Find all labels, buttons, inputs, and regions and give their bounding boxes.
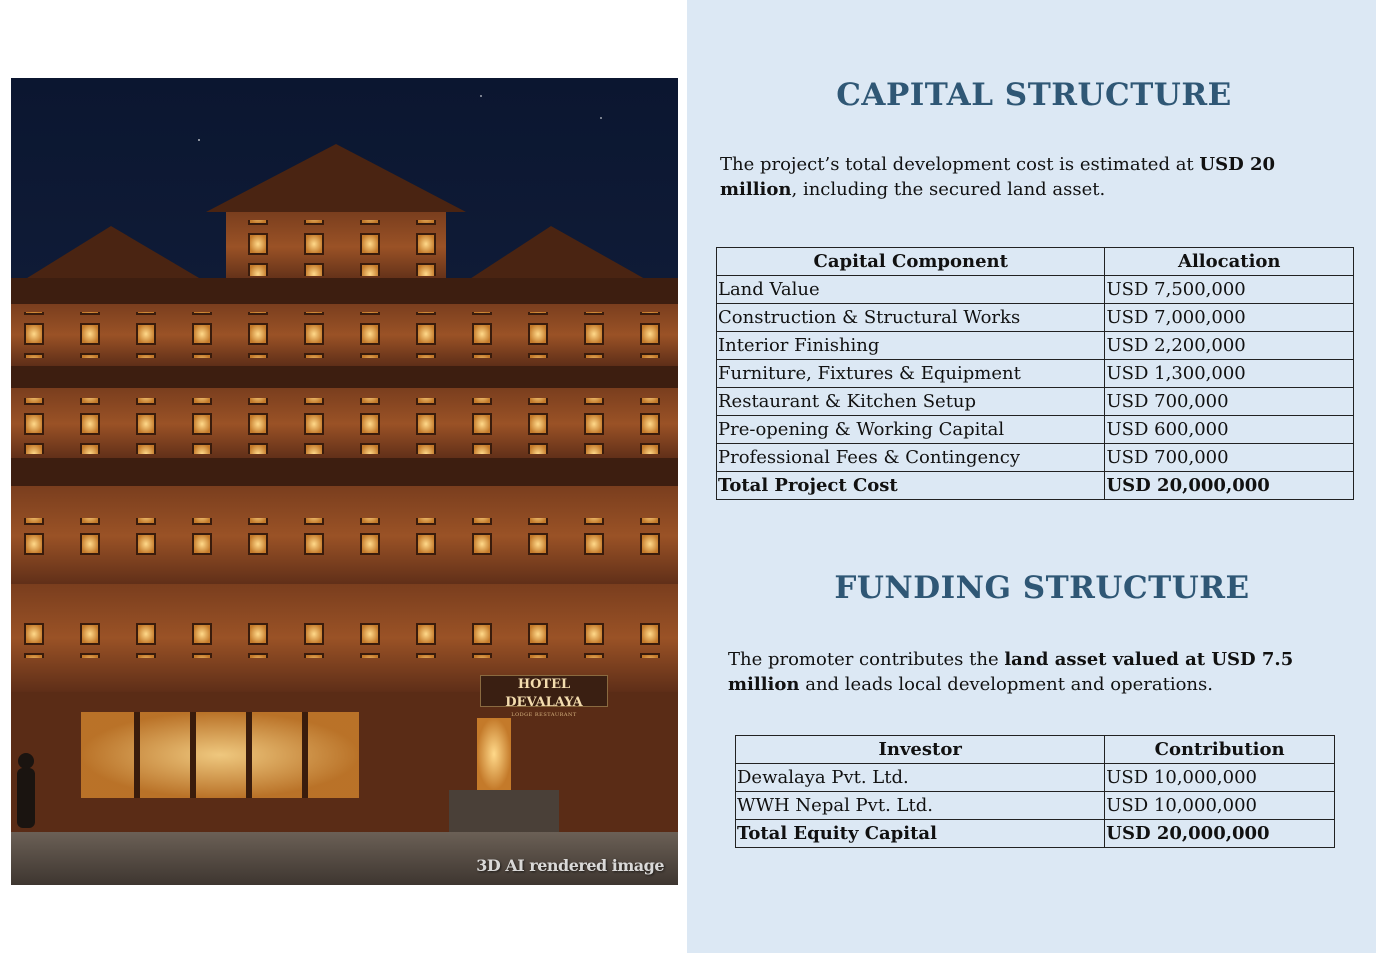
allocation-cell: USD 700,000 bbox=[1105, 444, 1354, 472]
table-row bbox=[717, 304, 1354, 332]
header-capital-component: Capital Component bbox=[717, 248, 1105, 276]
hotel-sign-main: HOTEL DEVALAYA bbox=[505, 677, 583, 710]
allocation-cell: USD 7,500,000 bbox=[1105, 276, 1354, 304]
hotel-render-image bbox=[11, 78, 678, 885]
allocation-cell: USD 7,000,000 bbox=[1105, 304, 1354, 332]
component-cell: Interior Finishing bbox=[717, 332, 1105, 360]
table-row bbox=[717, 332, 1354, 360]
capital-intro bbox=[720, 152, 1350, 202]
table-row bbox=[717, 360, 1354, 388]
table-row bbox=[736, 792, 1335, 820]
component-cell: Land Value bbox=[717, 276, 1105, 304]
allocation-cell: USD 2,200,000 bbox=[1105, 332, 1354, 360]
table-row bbox=[717, 388, 1354, 416]
capital-structure-title: CAPITAL STRUCTURE bbox=[836, 77, 1232, 113]
contribution-cell: USD 10,000,000 bbox=[1105, 792, 1335, 820]
funding-intro-bold: land asset valued at USD 7.5 million bbox=[728, 649, 1294, 695]
capital-intro-bold: USD 20 million bbox=[720, 154, 1276, 200]
capital-intro-post: , including the secured land asset. bbox=[791, 179, 1106, 200]
table-row bbox=[717, 444, 1354, 472]
total-label-cell: Total Equity Capital bbox=[736, 820, 1105, 848]
header-investor: Investor bbox=[736, 736, 1105, 764]
contribution-cell: USD 10,000,000 bbox=[1105, 764, 1335, 792]
component-cell: Professional Fees & Contingency bbox=[717, 444, 1105, 472]
capital-table bbox=[716, 247, 1354, 500]
component-cell: Construction & Structural Works bbox=[717, 304, 1105, 332]
hotel-sign-sub: LODGE RESTAURANT bbox=[511, 712, 577, 718]
header-contribution: Contribution bbox=[1105, 736, 1335, 764]
image-caption: 3D AI rendered image bbox=[476, 856, 664, 875]
header-allocation: Allocation bbox=[1105, 248, 1354, 276]
total-value-cell: USD 20,000,000 bbox=[1105, 820, 1335, 848]
hotel-sign bbox=[480, 675, 608, 718]
capital-table-header bbox=[717, 248, 1354, 276]
total-label-cell: Total Project Cost bbox=[717, 472, 1105, 500]
component-cell: Furniture, Fixtures & Equipment bbox=[717, 360, 1105, 388]
table-row bbox=[717, 276, 1354, 304]
component-cell: Pre-opening & Working Capital bbox=[717, 416, 1105, 444]
allocation-cell: USD 600,000 bbox=[1105, 416, 1354, 444]
allocation-cell: USD 1,300,000 bbox=[1105, 360, 1354, 388]
capital-intro-pre: The project’s total development cost is estimated at bbox=[720, 154, 1200, 175]
funding-intro-pre: The promoter contributes the bbox=[728, 649, 1005, 670]
total-value-cell: USD 20,000,000 bbox=[1105, 472, 1354, 500]
investor-cell: WWH Nepal Pvt. Ltd. bbox=[736, 792, 1105, 820]
table-row bbox=[717, 416, 1354, 444]
table-row bbox=[736, 764, 1335, 792]
funding-table bbox=[735, 735, 1335, 848]
allocation-cell: USD 700,000 bbox=[1105, 388, 1354, 416]
funding-intro bbox=[728, 647, 1358, 697]
investor-cell: Dewalaya Pvt. Ltd. bbox=[736, 764, 1105, 792]
funding-structure-title: FUNDING STRUCTURE bbox=[834, 570, 1250, 606]
funding-intro-post: and leads local development and operations. bbox=[799, 674, 1213, 695]
total-row bbox=[717, 472, 1354, 500]
funding-table-header bbox=[736, 736, 1335, 764]
component-cell: Restaurant & Kitchen Setup bbox=[717, 388, 1105, 416]
total-row bbox=[736, 820, 1335, 848]
